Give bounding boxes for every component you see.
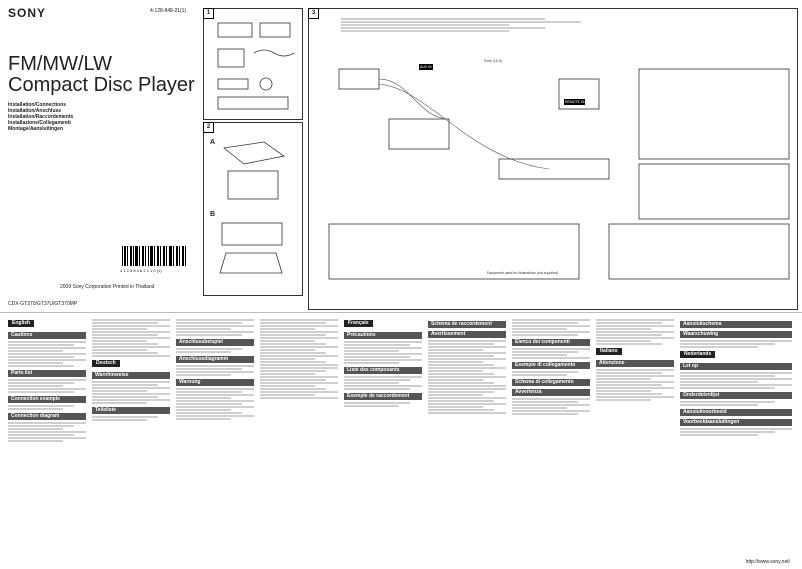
column-francais-cont: [428, 318, 506, 415]
connection-diagram-panel: [308, 8, 798, 310]
column-deutsch-cont: [260, 318, 338, 400]
section-teileliste: Teileliste: [92, 407, 170, 414]
installation-panel: [203, 122, 303, 296]
website-url: http://www.sony.net/: [745, 559, 790, 565]
diagram-label-b: B: [210, 211, 216, 218]
language-tab-nederlands: Nederlands: [680, 351, 715, 358]
brand-logo: SONY: [8, 6, 47, 20]
section-warnhinweise: Warnhinweise: [92, 372, 170, 379]
fuse-label: Fuse (10 A): [484, 59, 503, 63]
subtitle-list: [8, 102, 96, 132]
section-let-op: Let op: [680, 363, 792, 370]
column-nederlands: [680, 318, 792, 437]
section-schema-raccordement: Schéma de raccordement: [428, 321, 506, 328]
divider: [0, 312, 802, 313]
aux-in-label: AUX IN: [420, 65, 432, 69]
section-elenco-componenti: Elenco dei componenti: [512, 339, 590, 346]
model-number: CDX-GT370/GT37U/GT370MP: [8, 301, 78, 307]
section-connection-example: Connection example: [8, 396, 86, 403]
section-voorbeeldaansluitingen: Voorbeeldaansluitingen: [680, 419, 792, 426]
section-avvertenza: Avvertenza: [512, 389, 590, 396]
language-tab-english: English: [8, 320, 34, 327]
column-francais: [344, 318, 422, 408]
section-parts-list: Parts list: [8, 370, 86, 377]
section-waarschuwing: Waarschuwing: [680, 331, 792, 338]
panel-number: 1: [203, 8, 214, 19]
section-aansluitvoorbeeld: Aansluitvoorbeeld: [680, 409, 792, 416]
subtitle-item: Installation/Connections: [8, 102, 67, 108]
connection-diagram: [309, 9, 797, 309]
subtitle-item: Installazione/Collegamenti: [8, 120, 71, 126]
subtitle-item: Montage/Aansluitingen: [8, 126, 63, 132]
title-line-1: FM/MW/LW: [8, 53, 113, 75]
title-line-2: Compact Disc Player: [8, 74, 195, 96]
section-anschlussdiagramm: Anschlussdiagramm: [176, 356, 254, 363]
barcode-number: 4 1 2 8 8 4 8 2 1 1 0 (1): [120, 268, 162, 273]
column-italiano: [512, 318, 590, 416]
section-precautions: Précautions: [344, 332, 422, 339]
language-tab-italiano: Italiano: [596, 348, 622, 355]
copyright: 2009 Sony Corporation Printed in Thailand: [60, 284, 155, 290]
section-attenzione: Attenzione: [596, 360, 674, 367]
section-warnung: Warnung: [176, 379, 254, 386]
section-liste-composants: Liste des composants: [344, 367, 422, 374]
section-exemple-raccordement: Exemple de raccordement: [344, 393, 422, 400]
section-cautions: Cautions: [8, 332, 86, 339]
language-tab-francais: Français: [344, 320, 373, 327]
subtitle-item: Installation/Anschluss: [8, 108, 62, 114]
document-number: 4-128-848-21(1): [150, 8, 187, 14]
section-esempio-collegamento: Esempio di collegamento: [512, 362, 590, 369]
installation-illustration: [204, 123, 302, 295]
language-tab-deutsch: Deutsch: [92, 360, 120, 367]
panel-number: 3: [308, 8, 319, 19]
parts-illustration: [204, 9, 302, 119]
column-italiano-cont: [596, 318, 674, 402]
equipment-note: Equipment used for illustrations (not supplied): [487, 271, 559, 275]
subtitle-item: Installation/Raccordements: [8, 114, 74, 120]
diagram-notes: [341, 17, 581, 33]
diagram-label-a: A: [210, 139, 216, 146]
section-avertissement: Avertissement: [428, 331, 506, 338]
section-schema-collegamento: Schema di collegamento: [512, 379, 590, 386]
column-deutsch: [176, 318, 254, 421]
panel-number: 2: [203, 122, 214, 133]
remote-in-label: REMOTE IN: [565, 100, 585, 104]
column-english: [8, 318, 86, 443]
column-english-cont: [92, 318, 170, 422]
section-anschlussbeispiel: Anschlussbeispiel: [176, 339, 254, 346]
section-onderdelenlijst: Onderdelenlijst: [680, 392, 792, 399]
section-aansluitschema: Aansluitschema: [680, 321, 792, 328]
section-connection-diagram: Connection diagram: [8, 413, 86, 420]
parts-illustration-panel: [203, 8, 303, 120]
page-title: [8, 54, 195, 96]
